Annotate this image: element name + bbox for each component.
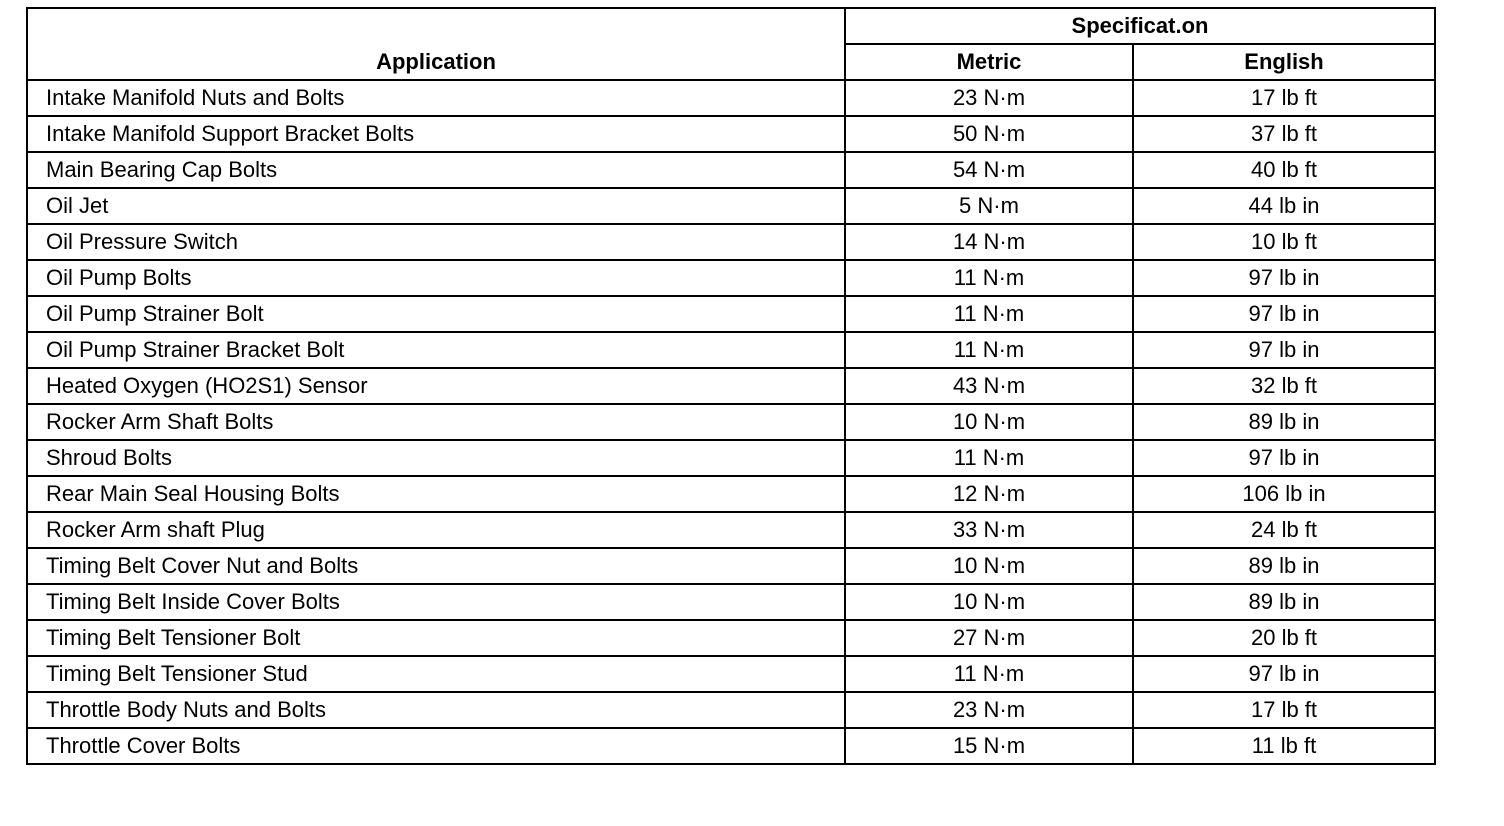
metric-cell: 54 N·m xyxy=(845,152,1133,188)
english-cell: 97 lb in xyxy=(1133,440,1435,476)
table-row xyxy=(27,224,1435,260)
table-row xyxy=(27,116,1435,152)
metric-cell: 10 N·m xyxy=(845,404,1133,440)
english-cell: 11 lb ft xyxy=(1133,728,1435,764)
metric-cell: 33 N·m xyxy=(845,512,1133,548)
application-cell: Timing Belt Tensioner Bolt xyxy=(27,620,845,656)
english-cell: 17 lb ft xyxy=(1133,80,1435,116)
application-cell: Timing Belt Inside Cover Bolts xyxy=(27,584,845,620)
metric-cell: 23 N·m xyxy=(845,692,1133,728)
application-cell: Oil Pump Strainer Bracket Bolt xyxy=(27,332,845,368)
metric-cell: 11 N·m xyxy=(845,656,1133,692)
english-cell: 106 lb in xyxy=(1133,476,1435,512)
application-cell: Heated Oxygen (HO2S1) Sensor xyxy=(27,368,845,404)
english-header: English xyxy=(1133,44,1435,80)
application-cell: Rocker Arm shaft Plug xyxy=(27,512,845,548)
table-row xyxy=(27,548,1435,584)
application-cell: Main Bearing Cap Bolts xyxy=(27,152,845,188)
table-row xyxy=(27,368,1435,404)
torque-spec-table xyxy=(26,7,1436,765)
english-cell: 40 lb ft xyxy=(1133,152,1435,188)
metric-cell: 27 N·m xyxy=(845,620,1133,656)
application-cell: Intake Manifold Support Bracket Bolts xyxy=(27,116,845,152)
english-cell: 32 lb ft xyxy=(1133,368,1435,404)
application-cell: Oil Jet xyxy=(27,188,845,224)
table-header xyxy=(27,8,1435,80)
metric-cell: 11 N·m xyxy=(845,296,1133,332)
table-row xyxy=(27,728,1435,764)
application-cell: Oil Pressure Switch xyxy=(27,224,845,260)
application-cell: Throttle Body Nuts and Bolts xyxy=(27,692,845,728)
metric-cell: 43 N·m xyxy=(845,368,1133,404)
metric-cell: 14 N·m xyxy=(845,224,1133,260)
english-cell: 89 lb in xyxy=(1133,584,1435,620)
table-row xyxy=(27,620,1435,656)
table-row xyxy=(27,656,1435,692)
english-cell: 97 lb in xyxy=(1133,296,1435,332)
english-cell: 20 lb ft xyxy=(1133,620,1435,656)
application-cell: Intake Manifold Nuts and Bolts xyxy=(27,80,845,116)
table-row xyxy=(27,440,1435,476)
table-row xyxy=(27,152,1435,188)
table-row xyxy=(27,584,1435,620)
english-cell: 10 lb ft xyxy=(1133,224,1435,260)
table-row xyxy=(27,332,1435,368)
application-cell: Rear Main Seal Housing Bolts xyxy=(27,476,845,512)
table-row xyxy=(27,692,1435,728)
application-cell: Oil Pump Bolts xyxy=(27,260,845,296)
metric-cell: 10 N·m xyxy=(845,548,1133,584)
application-cell: Timing Belt Cover Nut and Bolts xyxy=(27,548,845,584)
metric-cell: 11 N·m xyxy=(845,332,1133,368)
table-row xyxy=(27,260,1435,296)
english-cell: 89 lb in xyxy=(1133,548,1435,584)
metric-cell: 5 N·m xyxy=(845,188,1133,224)
table-row xyxy=(27,188,1435,224)
english-cell: 44 lb in xyxy=(1133,188,1435,224)
metric-cell: 10 N·m xyxy=(845,584,1133,620)
header-row-top xyxy=(27,8,1435,44)
english-cell: 37 lb ft xyxy=(1133,116,1435,152)
application-cell: Rocker Arm Shaft Bolts xyxy=(27,404,845,440)
application-cell: Timing Belt Tensioner Stud xyxy=(27,656,845,692)
metric-cell: 15 N·m xyxy=(845,728,1133,764)
english-cell: 97 lb in xyxy=(1133,656,1435,692)
application-cell: Shroud Bolts xyxy=(27,440,845,476)
english-cell: 97 lb in xyxy=(1133,260,1435,296)
english-cell: 97 lb in xyxy=(1133,332,1435,368)
metric-cell: 23 N·m xyxy=(845,80,1133,116)
metric-cell: 11 N·m xyxy=(845,440,1133,476)
metric-header: Metric xyxy=(845,44,1133,80)
metric-cell: 50 N·m xyxy=(845,116,1133,152)
table-row xyxy=(27,80,1435,116)
table-body xyxy=(27,80,1435,764)
table-row xyxy=(27,476,1435,512)
application-cell: Throttle Cover Bolts xyxy=(27,728,845,764)
english-cell: 89 lb in xyxy=(1133,404,1435,440)
english-cell: 24 lb ft xyxy=(1133,512,1435,548)
english-cell: 17 lb ft xyxy=(1133,692,1435,728)
specification-header: Specificat.on xyxy=(845,8,1435,44)
metric-cell: 11 N·m xyxy=(845,260,1133,296)
metric-cell: 12 N·m xyxy=(845,476,1133,512)
application-header: Application xyxy=(27,8,845,80)
application-cell: Oil Pump Strainer Bolt xyxy=(27,296,845,332)
table-row xyxy=(27,404,1435,440)
table-row xyxy=(27,512,1435,548)
table-row xyxy=(27,296,1435,332)
